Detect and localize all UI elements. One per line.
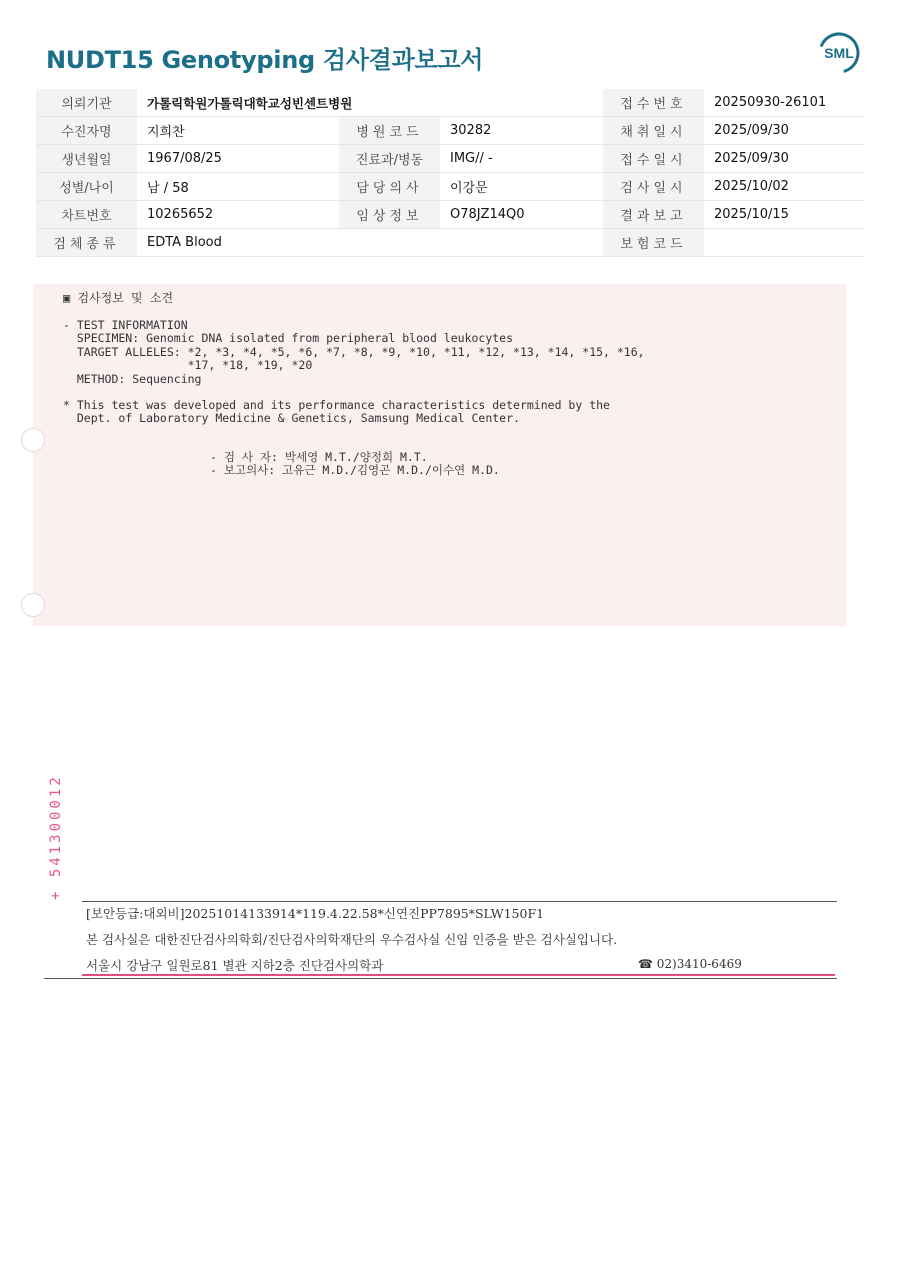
footer-accent-rule: [82, 974, 835, 976]
logo-text: SML: [824, 45, 854, 61]
phone-text: ☎ 02)3410-6469: [638, 957, 742, 971]
info-row: [36, 117, 864, 145]
label-requesting-institution: 의뢰기관: [36, 89, 137, 117]
test-info-line: METHOD: Sequencing: [63, 371, 202, 386]
test-info-line: SPECIMEN: Genomic DNA isolated from peripheral blood leukocytes: [63, 331, 514, 346]
label-receipt-date: 접수일시: [603, 145, 704, 173]
note-line: * This test was developed and its performance characteristics determined by the: [63, 398, 610, 412]
label-specimen-type: 검체종류: [36, 229, 137, 257]
security-line: [보안등급:대외비]20251014133914*119.4.22.58*신연진PP7895*SLW150F1: [86, 906, 545, 921]
value-sex-age: 남 / 58: [137, 173, 339, 201]
note-line: Dept. of Laboratory Medicine & Genetics, Samsung Medical Center.: [63, 411, 520, 426]
punch-hole: [21, 428, 45, 452]
footer-top-rule: [82, 901, 837, 902]
value-physician: 이강문: [440, 173, 603, 201]
label-department: 진료과/병동: [339, 145, 440, 173]
label-chart-number: 차트번호: [36, 201, 137, 229]
label-test-date: 검사일시: [603, 173, 704, 201]
info-row: [36, 89, 864, 117]
value-chart-number: 10265652: [137, 201, 339, 229]
value-specimen-type: EDTA Blood: [137, 229, 603, 257]
value-clinical-info: O78JZ14Q0: [440, 201, 603, 229]
staff-line: - 검 사 자: 박세영 M.T./양정희 M.T.: [210, 450, 428, 464]
patient-info-table: [36, 89, 864, 257]
value-hospital-code: 30282: [440, 117, 603, 145]
label-hospital-code: 병원코드: [339, 117, 440, 145]
report-findings-panel: [33, 284, 846, 626]
label-collection-date: 채취일시: [603, 117, 704, 145]
value-collection-date: 2025/09/30: [704, 117, 864, 145]
value-insurance-code: [704, 229, 864, 257]
value-department: IMG// -: [440, 145, 603, 173]
report-title: NUDT15 Genotyping 검사결과보고서: [46, 46, 484, 74]
label-report-date: 결과보고: [603, 201, 704, 229]
label-physician: 담당의사: [339, 173, 440, 201]
label-sex-age: 성별/나이: [36, 173, 137, 201]
info-row: [36, 173, 864, 201]
label-birth-date: 생년월일: [36, 145, 137, 173]
value-report-date: 2025/10/15: [704, 201, 864, 229]
sml-logo: [816, 30, 862, 76]
staff-line: - 보고의사: 고유근 M.D./김영곤 M.D./이수연 M.D.: [210, 463, 500, 478]
value-patient-name: 지희찬: [137, 117, 339, 145]
value-receipt-number: 20250930-26101: [704, 89, 864, 117]
certification-text: 본 검사실은 대한진단검사의학회/진단검사의학재단의 우수검사실 신임 인증을 받은 검사실입니다.: [86, 932, 618, 947]
value-receipt-date: 2025/09/30: [704, 145, 864, 173]
label-receipt-number: 접수번호: [603, 89, 704, 117]
info-row: [36, 145, 864, 173]
punch-hole: [21, 593, 45, 617]
address-text: 서울시 강남구 일원로81 별관 지하2층 진단검사의학과: [86, 958, 384, 973]
document-code: + 541300012: [48, 774, 64, 900]
value-birth-date: 1967/08/25: [137, 145, 339, 173]
test-info-line: TARGET ALLELES: *2, *3, *4, *5, *6, *7, *8, *9, *10, *11, *12, *13, *14, *15, *16,: [63, 344, 645, 359]
label-patient-name: 수진자명: [36, 117, 137, 145]
info-row: [36, 229, 864, 257]
value-requesting-institution: 가톨릭학원가톨릭대학교성빈센트병원: [137, 89, 603, 117]
footer-bottom-rule: [44, 978, 837, 979]
section-heading: ▣ 검사정보 및 소견: [63, 291, 174, 305]
info-row: [36, 201, 864, 229]
value-test-date: 2025/10/02: [704, 173, 864, 201]
test-info-line: *17, *18, *19, *20: [63, 358, 313, 373]
label-insurance-code: 보험코드: [603, 229, 704, 257]
label-clinical-info: 임상정보: [339, 201, 440, 229]
test-info-line: - TEST INFORMATION: [63, 318, 188, 332]
